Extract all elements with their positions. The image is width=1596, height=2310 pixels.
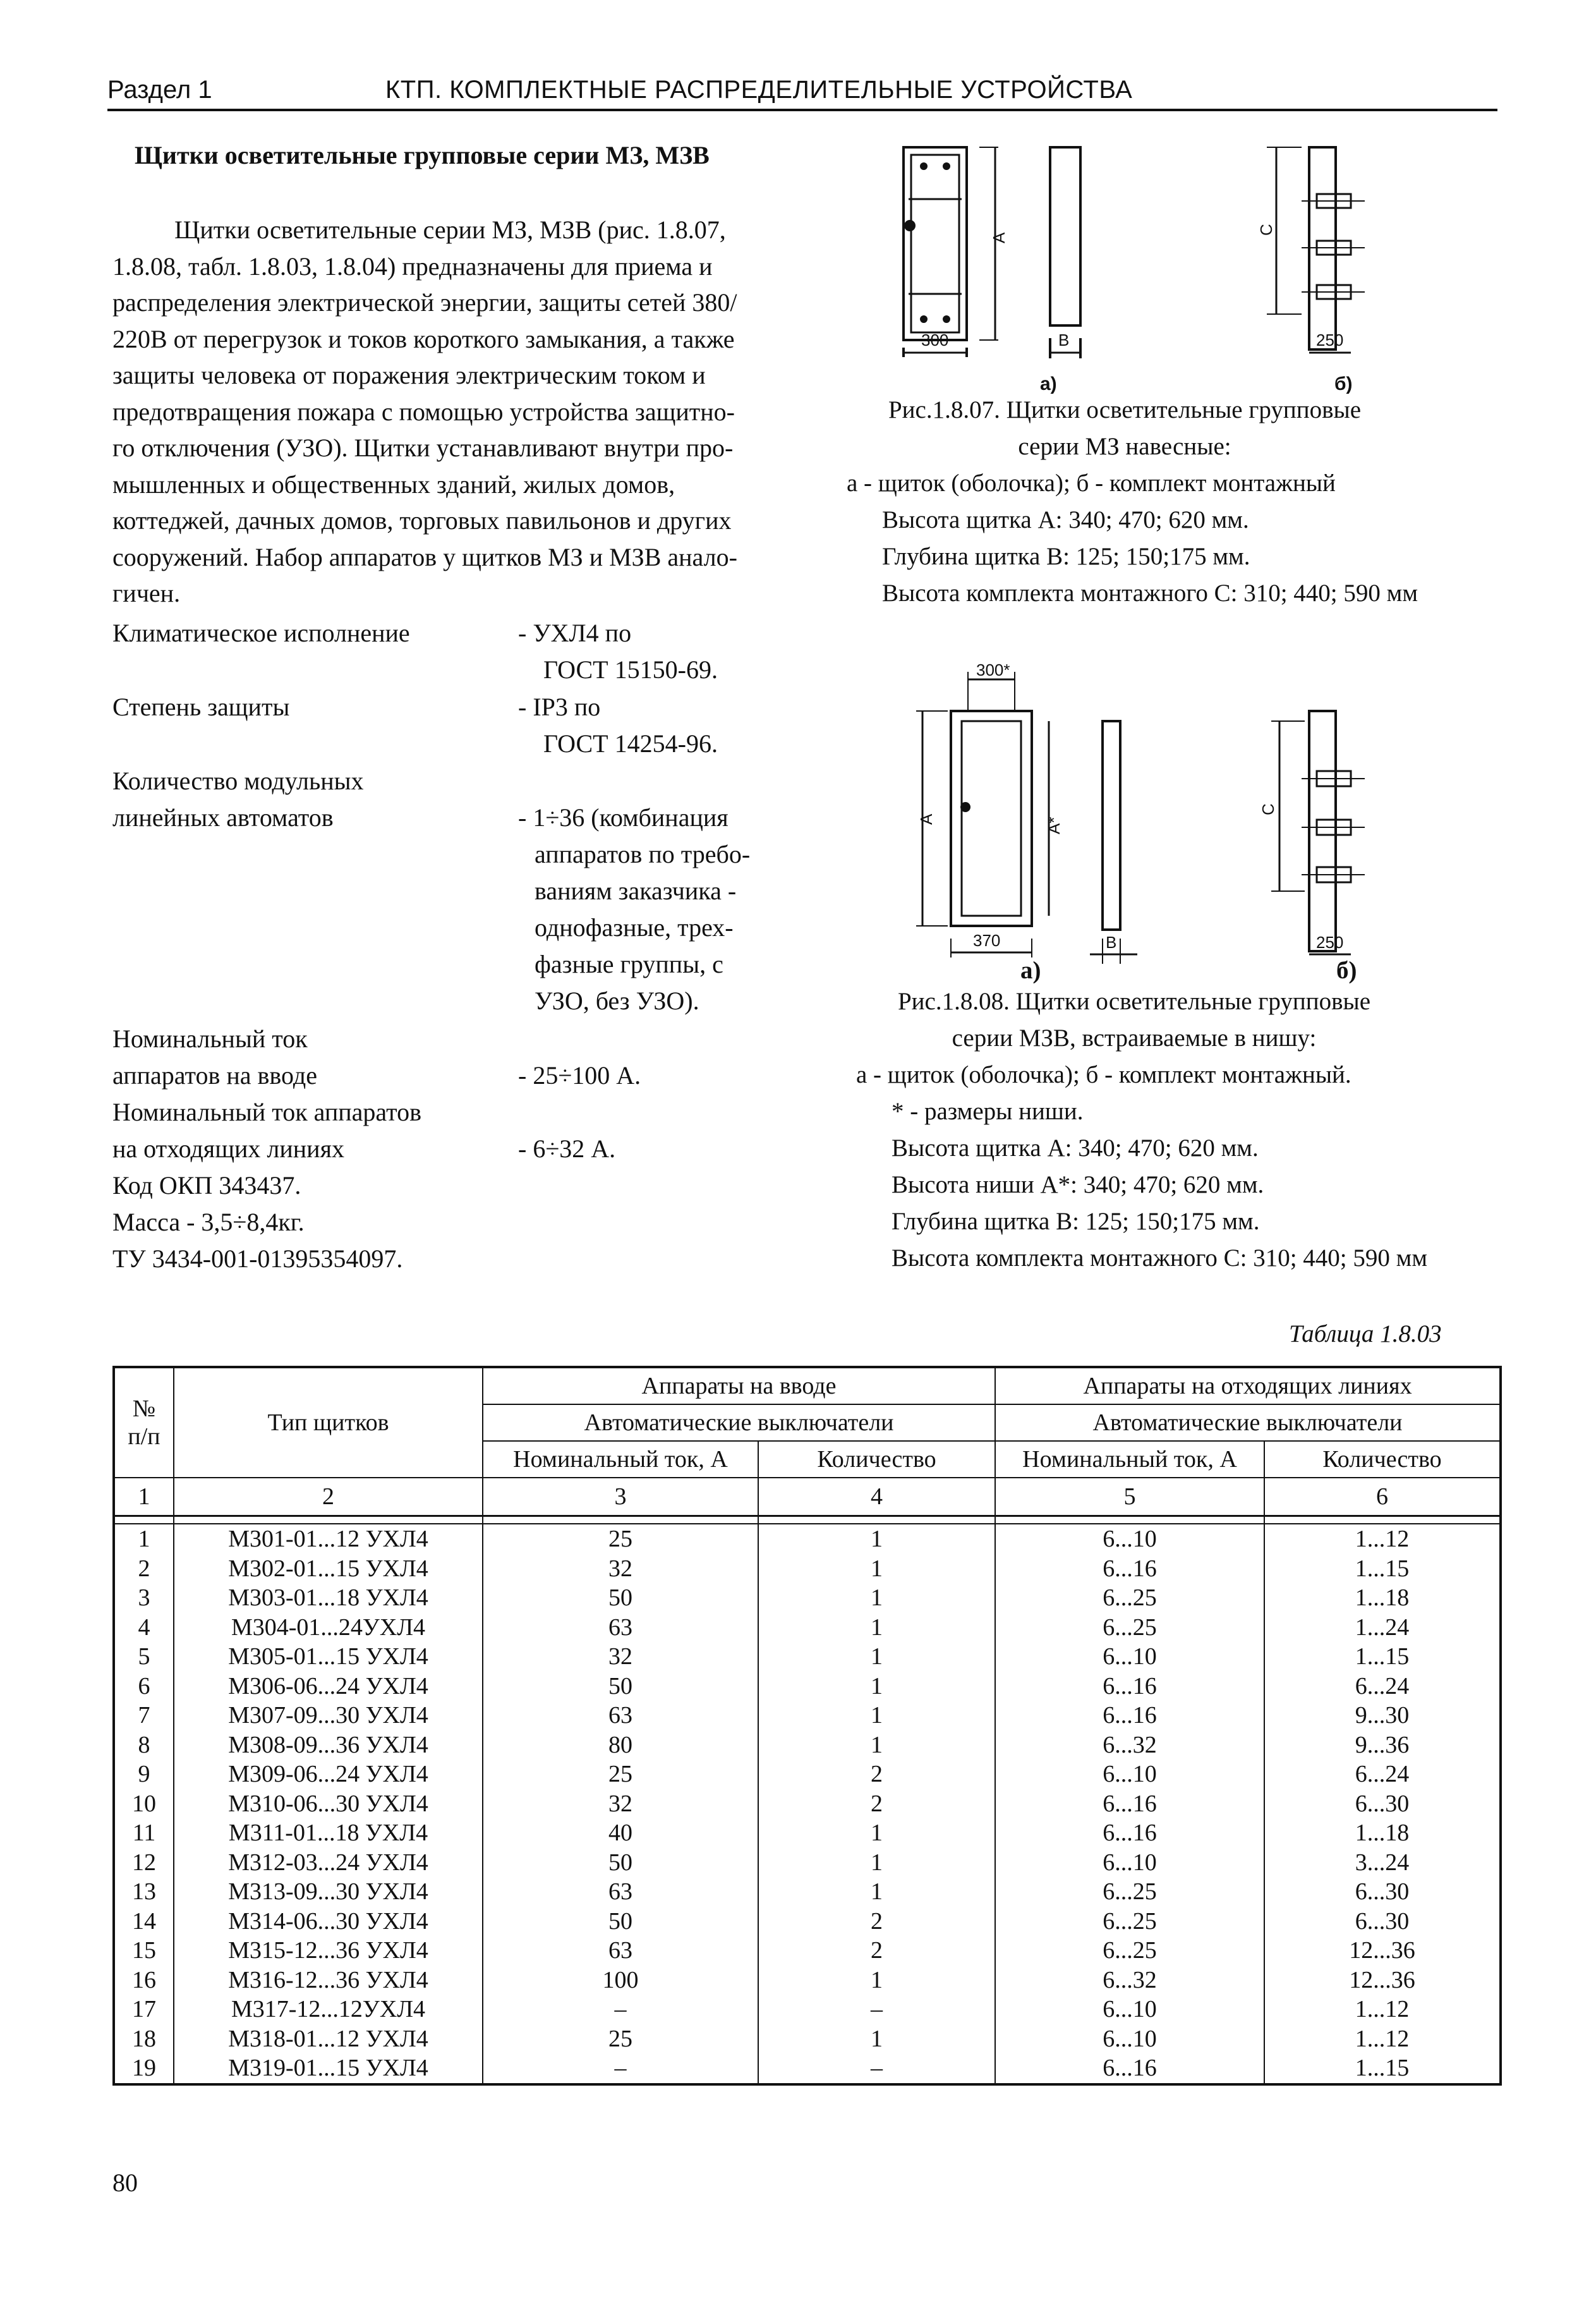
- cell-output-count: 1...12: [1264, 1995, 1501, 2024]
- table-row: [114, 1966, 1501, 1995]
- cell-type: М319-01...15 УХЛ4: [174, 2053, 483, 2084]
- header-output: Аппараты на отходящих линиях: [995, 1367, 1501, 1404]
- table-row: [114, 1789, 1501, 1819]
- cell-type: М303-01...18 УХЛ4: [174, 1583, 483, 1613]
- table-row: [114, 1701, 1501, 1730]
- cell-output-count: 6...30: [1264, 1907, 1501, 1936]
- frame-outer: [951, 711, 1032, 926]
- cell-output-current: 6...25: [995, 1583, 1264, 1613]
- cell-output-count: 6...24: [1264, 1672, 1501, 1701]
- cell-input-current: 32: [483, 1789, 758, 1819]
- caption-line: Высота ниши А*: 340; 470; 620 мм.: [892, 1171, 1264, 1198]
- cell-num: 9: [114, 1760, 174, 1789]
- cell-output-current: 6...25: [995, 1613, 1264, 1643]
- table-row: [114, 1818, 1501, 1848]
- cell-type: М317-12...12УХЛ4: [174, 1995, 483, 2024]
- cell-input-current: 80: [483, 1730, 758, 1760]
- cell-input-current: 63: [483, 1877, 758, 1907]
- spec-label-line: линейных автоматов: [112, 803, 334, 832]
- cell-input-count: 1: [758, 1613, 995, 1643]
- cell-output-current: 6...16: [995, 2053, 1264, 2084]
- cell-input-count: 1: [758, 1848, 995, 1878]
- cell-input-count: –: [758, 2053, 995, 2084]
- cell-output-current: 6...16: [995, 1554, 1264, 1584]
- cell-output-count: 3...24: [1264, 1848, 1501, 1878]
- table-row: [114, 1524, 1501, 1554]
- spec-value-line: УЗО, без УЗО).: [535, 987, 699, 1015]
- cell-input-count: 2: [758, 1907, 995, 1936]
- page-number: 80: [112, 2168, 138, 2197]
- cell-output-current: 6...32: [995, 1730, 1264, 1760]
- spacer-cell: [995, 1516, 1264, 1524]
- cell-type: М311-01...18 УХЛ4: [174, 1818, 483, 1848]
- intro-line: распределения электрической энергии, защиты сетей 380/: [112, 288, 737, 317]
- fig2-label-a: а): [1020, 957, 1041, 984]
- cell-num: 1: [114, 1524, 174, 1554]
- header-input-current: Номинальный ток, А: [483, 1441, 758, 1478]
- fig1-label-b: б): [1334, 374, 1353, 394]
- spec-input-label: [112, 1021, 317, 1094]
- fig2-dim-370: 370: [973, 931, 1001, 950]
- cell-input-count: 2: [758, 1760, 995, 1789]
- cell-input-current: 50: [483, 1848, 758, 1878]
- cell-type: М305-01...15 УХЛ4: [174, 1642, 483, 1672]
- table-row: [114, 1848, 1501, 1878]
- spec-protection-value: [518, 689, 718, 762]
- table-row: [114, 1907, 1501, 1936]
- spec-value-line: ваниям заказчика -: [535, 877, 737, 905]
- cell-type: М304-01...24УХЛ4: [174, 1613, 483, 1643]
- spec-value-line: ГОСТ 15150-69.: [543, 655, 718, 684]
- cell-num: 2: [114, 1554, 174, 1584]
- column-number: 1: [114, 1478, 174, 1516]
- cell-output-current: 6...25: [995, 1907, 1264, 1936]
- cell-input-count: 1: [758, 2024, 995, 2054]
- figure-1-caption: [847, 392, 1516, 612]
- cell-output-count: 6...24: [1264, 1760, 1501, 1789]
- header-num: [114, 1367, 174, 1478]
- table-row: [114, 1613, 1501, 1643]
- spec-label-line: Количество модульных: [112, 767, 364, 795]
- cell-input-count: 1: [758, 1554, 995, 1584]
- cell-input-count: 1: [758, 1701, 995, 1730]
- cell-input-current: 25: [483, 1524, 758, 1554]
- spec-output-value: - 6÷32 А.: [518, 1134, 616, 1163]
- cell-input-current: 50: [483, 1672, 758, 1701]
- figure-2-drawing: [885, 660, 1516, 983]
- frame-inner: [962, 721, 1021, 916]
- fig2-dim-a: A: [917, 813, 936, 825]
- cell-output-current: 6...10: [995, 1642, 1264, 1672]
- cell-input-current: –: [483, 2053, 758, 2084]
- intro-line: гичен.: [112, 579, 181, 607]
- spec-value-line: - УХЛ4 по: [518, 619, 632, 647]
- intro-line: сооружений. Набор аппаратов у щитков МЗ и МЗВ анало-: [112, 542, 737, 571]
- cell-output-count: 6...30: [1264, 1789, 1501, 1819]
- header-title: КТП. КОМПЛЕКТНЫЕ РАСПРЕДЕЛИТЕЛЬНЫЕ УСТРОЙСТВА: [385, 76, 1133, 104]
- cell-input-current: 40: [483, 1818, 758, 1848]
- mount-hole: [920, 315, 928, 323]
- spacer-cell: [758, 1516, 995, 1524]
- cell-output-count: 1...15: [1264, 1642, 1501, 1672]
- cell-num: 13: [114, 1877, 174, 1907]
- intro-line: коттеджей, дачных домов, торговых павильонов и других: [112, 506, 732, 535]
- cell-output-current: 6...16: [995, 1789, 1264, 1819]
- table-row: [114, 1760, 1501, 1789]
- cell-type: М313-09...30 УХЛ4: [174, 1877, 483, 1907]
- cell-output-current: 6...10: [995, 1848, 1264, 1878]
- cell-output-count: 1...18: [1264, 1583, 1501, 1613]
- data-table: [112, 1366, 1502, 2086]
- cell-output-count: 1...15: [1264, 1554, 1501, 1584]
- cell-output-current: 6...25: [995, 1936, 1264, 1966]
- table-row: [114, 1554, 1501, 1584]
- spec-label-line: аппаратов на вводе: [112, 1061, 317, 1090]
- table-row: [114, 2053, 1501, 2084]
- header-output-current: Номинальный ток, А: [995, 1441, 1264, 1478]
- spec-tu: ТУ 3434-001-01395354097.: [112, 1244, 403, 1273]
- intro-line: мышленных и общественных зданий, жилых домов,: [112, 470, 675, 499]
- caption-line: серии МЗ навесные:: [1018, 433, 1231, 460]
- header-rule: [107, 109, 1497, 111]
- intro-line: защиты человека от поражения электрическим током и: [112, 361, 706, 389]
- cell-output-count: 1...12: [1264, 1524, 1501, 1554]
- cell-type: М306-06...24 УХЛ4: [174, 1672, 483, 1701]
- cell-input-current: 32: [483, 1554, 758, 1584]
- panel-front-outline: [904, 147, 967, 340]
- caption-line: Высота щитка А: 340; 470; 620 мм.: [892, 1134, 1259, 1162]
- cell-output-count: 1...18: [1264, 1818, 1501, 1848]
- table-header-row: [114, 1367, 1501, 1404]
- table-row: [114, 1583, 1501, 1613]
- fig2-dim-b: B: [1106, 933, 1117, 952]
- cell-input-current: 32: [483, 1642, 758, 1672]
- caption-line: Рис.1.8.08. Щитки осветительные групповые: [897, 988, 1371, 1015]
- column-number: 4: [758, 1478, 995, 1516]
- table-row: [114, 1995, 1501, 2024]
- spec-value-line: - 1÷36 (комбинация: [518, 803, 728, 832]
- cell-input-current: –: [483, 1995, 758, 2024]
- header-input-count: Количество: [758, 1441, 995, 1478]
- fig2-dim-300s: 300*: [976, 660, 1010, 679]
- fig1-dim-250: 250: [1316, 331, 1344, 350]
- cell-input-count: 1: [758, 1877, 995, 1907]
- caption-line: Рис.1.8.07. Щитки осветительные групповые: [888, 396, 1362, 423]
- spec-value-line: - IP3 по: [518, 693, 601, 721]
- cell-num: 19: [114, 2053, 174, 2084]
- cell-output-count: 12...36: [1264, 1936, 1501, 1966]
- caption-line: Глубина щитка В: 125; 150;175 мм.: [882, 543, 1250, 570]
- spec-value-line: аппаратов по требо-: [535, 840, 751, 868]
- cell-output-current: 6...25: [995, 1877, 1264, 1907]
- cell-input-count: 1: [758, 1672, 995, 1701]
- intro-line: Щитки осветительные серии МЗ, МЗВ (рис. 1.8.07,: [174, 216, 726, 244]
- header-num-line: п/п: [128, 1423, 160, 1450]
- cell-output-count: 9...30: [1264, 1701, 1501, 1730]
- intro-line: 220В от перегрузок и токов короткого замыкания, а также: [112, 324, 735, 353]
- cell-input-count: 1: [758, 1818, 995, 1848]
- fig2-dim-c: C: [1259, 803, 1278, 815]
- fig1-label-a: а): [1040, 374, 1057, 394]
- cell-output-count: 6...30: [1264, 1877, 1501, 1907]
- cell-num: 10: [114, 1789, 174, 1819]
- fig1-dim-b: B: [1058, 331, 1070, 350]
- cell-output-current: 6...10: [995, 1995, 1264, 2024]
- cell-num: 3: [114, 1583, 174, 1613]
- spec-label-line: Номинальный ток: [112, 1024, 308, 1053]
- spacer-cell: [114, 1516, 174, 1524]
- cell-type: М302-01...15 УХЛ4: [174, 1554, 483, 1584]
- spec-modules-value: [518, 799, 750, 1019]
- spec-value-line: фазные группы, с: [535, 950, 723, 978]
- cell-type: М310-06...30 УХЛ4: [174, 1789, 483, 1819]
- header-output-auto: Автоматические выключатели: [995, 1404, 1501, 1441]
- cell-input-current: 25: [483, 2024, 758, 2054]
- column-number: 2: [174, 1478, 483, 1516]
- spacer-cell: [174, 1516, 483, 1524]
- header-num-line: №: [132, 1395, 156, 1422]
- table-row: [114, 1877, 1501, 1907]
- cell-output-current: 6...32: [995, 1966, 1264, 1995]
- cell-type: М315-12...36 УХЛ4: [174, 1936, 483, 1966]
- section-label: Раздел 1: [107, 76, 212, 104]
- spec-modules-label: [112, 763, 363, 836]
- cell-input-count: 1: [758, 1730, 995, 1760]
- cell-num: 17: [114, 1995, 174, 2024]
- cell-type: М318-01...12 УХЛ4: [174, 2024, 483, 2054]
- header-output-count: Количество: [1264, 1441, 1501, 1478]
- spec-okp: Код ОКП 343437.: [112, 1171, 301, 1200]
- cell-output-count: 12...36: [1264, 1966, 1501, 1995]
- cell-output-current: 6...10: [995, 2024, 1264, 2054]
- cell-output-current: 6...16: [995, 1818, 1264, 1848]
- spacer-cell: [1264, 1516, 1501, 1524]
- cell-type: М308-09...36 УХЛ4: [174, 1730, 483, 1760]
- column-number: 6: [1264, 1478, 1501, 1516]
- caption-line: Глубина щитка В: 125; 150;175 мм.: [892, 1208, 1260, 1235]
- table-row: [114, 2024, 1501, 2054]
- figure-1-drawing: [885, 136, 1516, 395]
- fig2-dim-as: A*: [1044, 817, 1063, 834]
- cell-type: М301-01...12 УХЛ4: [174, 1524, 483, 1554]
- cell-input-current: 63: [483, 1936, 758, 1966]
- spec-input-value: - 25÷100 А.: [518, 1061, 641, 1090]
- fig2-label-b: б): [1336, 957, 1357, 984]
- cell-type: М309-06...24 УХЛ4: [174, 1760, 483, 1789]
- cell-num: 7: [114, 1701, 174, 1730]
- spec-output-label: [112, 1094, 421, 1167]
- caption-line: * - размеры ниши.: [892, 1098, 1084, 1125]
- intro-paragraph: [112, 212, 773, 612]
- fig1-dim-300: 300: [921, 331, 949, 350]
- cell-output-current: 6...16: [995, 1701, 1264, 1730]
- spec-mass: Масса - 3,5÷8,4кг.: [112, 1208, 305, 1236]
- table-caption: Таблица 1.8.03: [1289, 1320, 1442, 1347]
- mount-hole: [943, 162, 950, 170]
- cell-input-count: 1: [758, 1524, 995, 1554]
- intro-line: го отключения (УЗО). Щитки устанавливают внутри про-: [112, 434, 734, 462]
- cell-num: 8: [114, 1730, 174, 1760]
- cell-input-current: 50: [483, 1907, 758, 1936]
- cell-input-current: 63: [483, 1701, 758, 1730]
- header-input: Аппараты на вводе: [483, 1367, 995, 1404]
- cell-num: 11: [114, 1818, 174, 1848]
- cell-output-current: 6...10: [995, 1760, 1264, 1789]
- caption-line: Высота щитка А: 340; 470; 620 мм.: [882, 506, 1249, 533]
- intro-line: 1.8.08, табл. 1.8.03, 1.8.04) предназначены для приема и: [112, 252, 713, 281]
- cell-type: М314-06...30 УХЛ4: [174, 1907, 483, 1936]
- cell-output-count: 1...12: [1264, 2024, 1501, 2054]
- spec-climate-value: [518, 615, 718, 688]
- table-row: [114, 1936, 1501, 1966]
- fig1-dim-a: A: [989, 232, 1008, 243]
- caption-line: Высота комплекта монтажного С: 310; 440; 590 мм: [882, 580, 1418, 607]
- cell-type: М312-03...24 УХЛ4: [174, 1848, 483, 1878]
- cell-type: М307-09...30 УХЛ4: [174, 1701, 483, 1730]
- lock-dot: [904, 220, 916, 231]
- column-number-row: [114, 1478, 1501, 1516]
- cell-num: 6: [114, 1672, 174, 1701]
- kit-frame: [1309, 711, 1336, 951]
- cell-input-current: 50: [483, 1583, 758, 1613]
- header-type: Тип щитков: [174, 1367, 483, 1478]
- spec-climate-label: Климатическое исполнение: [112, 619, 410, 647]
- column-number: 3: [483, 1478, 758, 1516]
- spec-value-line: ГОСТ 14254-96.: [543, 729, 718, 758]
- cell-input-count: 2: [758, 1936, 995, 1966]
- caption-line: серии МЗВ, встраиваемые в нишу:: [952, 1024, 1317, 1052]
- cell-type: М316-12...36 УХЛ4: [174, 1966, 483, 1995]
- table-row: [114, 1672, 1501, 1701]
- cell-output-current: 6...16: [995, 1672, 1264, 1701]
- cell-num: 4: [114, 1613, 174, 1643]
- table-row: [114, 1730, 1501, 1760]
- cell-num: 18: [114, 2024, 174, 2054]
- cell-input-current: 25: [483, 1760, 758, 1789]
- cell-output-count: 1...15: [1264, 2053, 1501, 2084]
- table-row: [114, 1642, 1501, 1672]
- spec-value-line: однофазные, трех-: [535, 913, 734, 942]
- cell-input-count: 2: [758, 1789, 995, 1819]
- cell-output-count: 1...24: [1264, 1613, 1501, 1643]
- panel-front-inner: [911, 155, 959, 332]
- cell-num: 14: [114, 1907, 174, 1936]
- cell-num: 16: [114, 1966, 174, 1995]
- cell-input-current: 63: [483, 1613, 758, 1643]
- caption-line: а - щиток (оболочка); б - комплект монтажный: [847, 470, 1336, 497]
- spacer-cell: [483, 1516, 758, 1524]
- header-input-auto: Автоматические выключатели: [483, 1404, 995, 1441]
- cell-input-count: 1: [758, 1966, 995, 1995]
- caption-line: а - щиток (оболочка); б - комплект монтажный.: [856, 1061, 1351, 1088]
- cell-input-current: 100: [483, 1966, 758, 1995]
- cell-input-count: 1: [758, 1642, 995, 1672]
- cell-num: 5: [114, 1642, 174, 1672]
- column-number: 5: [995, 1478, 1264, 1516]
- lock-dot: [960, 802, 970, 812]
- spacer-row: [114, 1516, 1501, 1524]
- cell-num: 12: [114, 1848, 174, 1878]
- cell-output-count: 9...36: [1264, 1730, 1501, 1760]
- spec-label-line: на отходящих линиях: [112, 1134, 344, 1163]
- mount-hole: [920, 162, 928, 170]
- fig1-dim-c: C: [1257, 224, 1276, 236]
- spec-protection-label: Степень защиты: [112, 693, 290, 721]
- mount-hole: [943, 315, 950, 323]
- cell-num: 15: [114, 1936, 174, 1966]
- cell-input-count: 1: [758, 1583, 995, 1613]
- cell-output-current: 6...10: [995, 1524, 1264, 1554]
- fig2-dim-250: 250: [1316, 933, 1344, 952]
- intro-line: предотвращения пожара с помощью устройства защитно-: [112, 397, 735, 426]
- panel-side-outline: [1050, 147, 1080, 325]
- cell-input-count: –: [758, 1995, 995, 2024]
- spec-label-line: Номинальный ток аппаратов: [112, 1098, 421, 1126]
- caption-line: Высота комплекта монтажного С: 310; 440; 590 мм: [892, 1244, 1428, 1272]
- article-heading: Щитки осветительные групповые серии МЗ, МЗВ: [135, 141, 710, 169]
- side-outline: [1103, 721, 1120, 930]
- figure-2-caption: [856, 983, 1520, 1277]
